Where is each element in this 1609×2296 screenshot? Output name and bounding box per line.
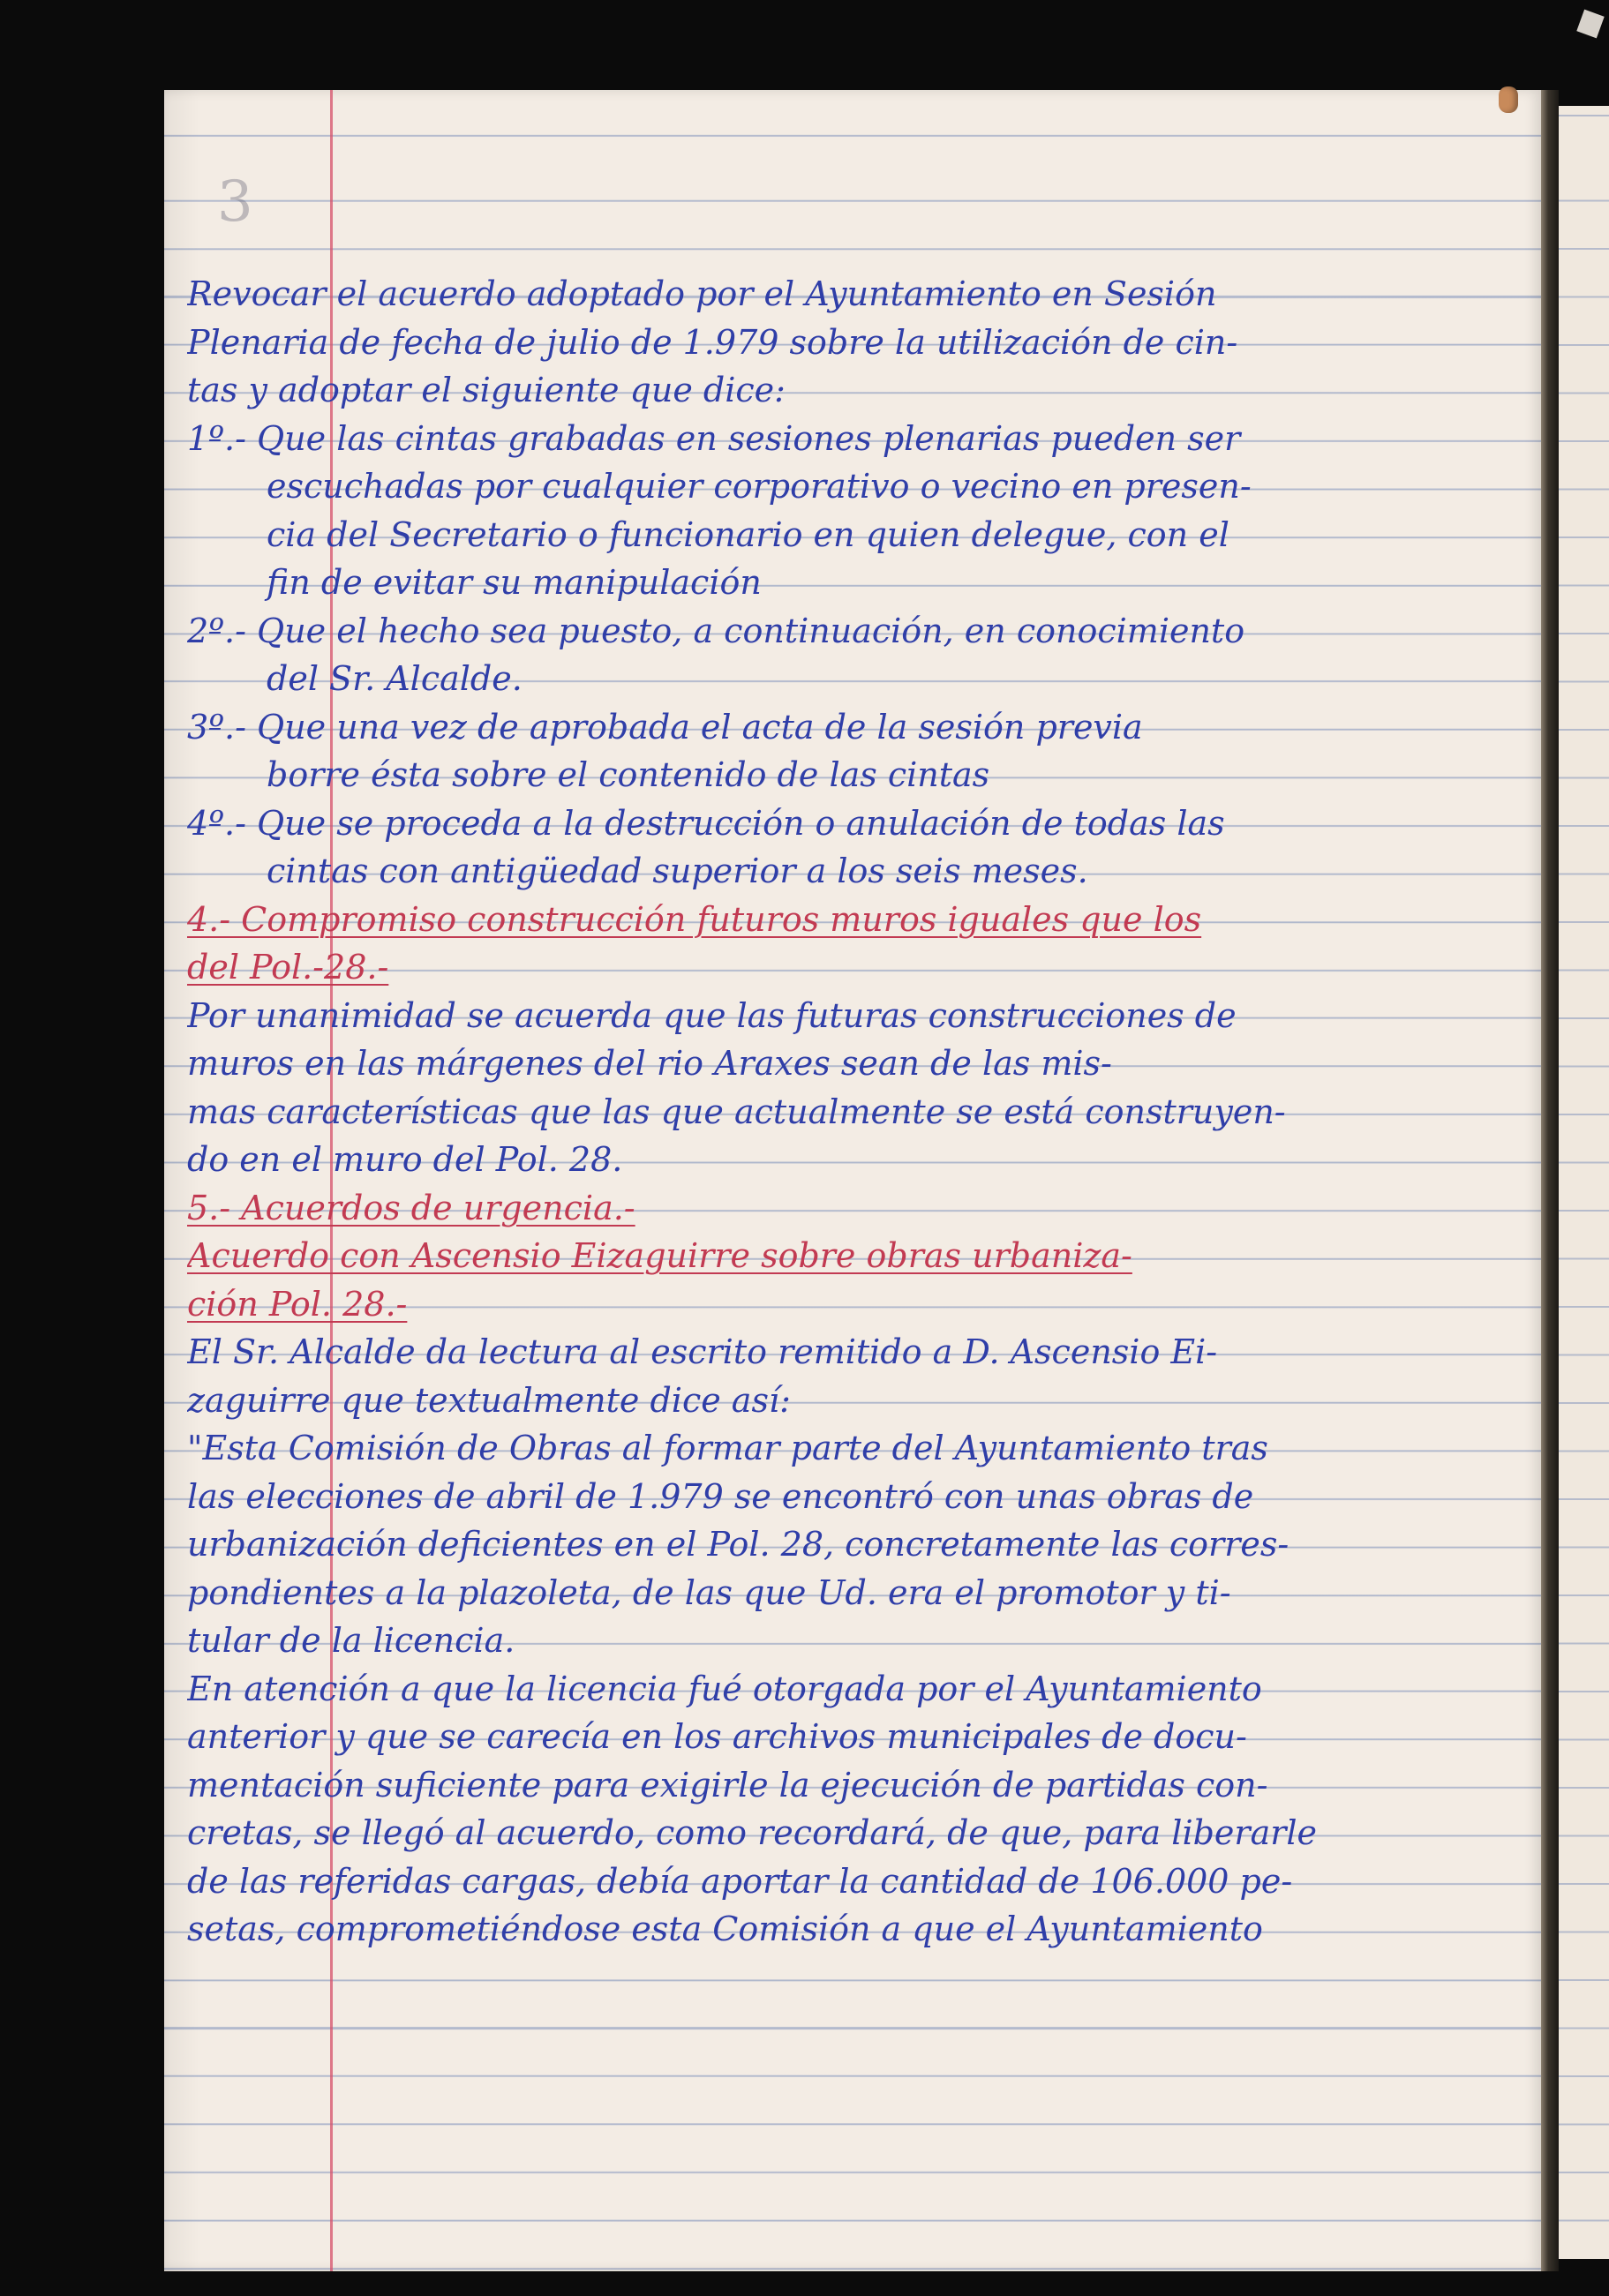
corner-scan-mark — [1576, 10, 1604, 39]
text-line: fin de evitar su manipulación — [267, 563, 762, 602]
text-line: "Esta Comisión de Obras al formar parte del Ayuntamiento tras — [187, 1429, 1268, 1467]
section-heading: Acuerdo con Ascensio Eizaguirre sobre obras urbaniza- — [187, 1236, 1132, 1275]
section-heading: ción Pol. 28.- — [187, 1284, 408, 1324]
text-line: tas y adoptar el siguiente que dice: — [187, 371, 786, 409]
text-line: escuchadas por cualquier corporativo o vecino en presen- — [267, 467, 1252, 506]
text-line: Por unanimidad se acuerda que las futuras construcciones de — [187, 995, 1237, 1035]
text-line: 1º.- Que las cintas grabadas en sesiones plenarias pueden ser — [187, 418, 1241, 458]
text-line: cia del Secretario o funcionario en quien delegue, con el — [267, 514, 1229, 554]
text-line: cintas con antigüedad superior a los seis meses. — [267, 852, 1088, 890]
text-line: tular de la licencia. — [187, 1621, 515, 1660]
text-line: mas características que las que actualmente se está construyen- — [187, 1092, 1286, 1131]
text-line: setas, comprometiéndose esta Comisión a que el Ayuntamiento — [187, 1910, 1263, 1948]
section-heading: del Pol.-28.- — [187, 948, 389, 987]
text-line: En atención a que la licencia fué otorgada por el Ayuntamiento — [187, 1669, 1262, 1708]
text-line: 2º.- Que el hecho sea puesto, a continuación, en conocimiento — [187, 611, 1245, 650]
text-line: Plenaria de fecha de julio de 1.979 sobre la utilización de cin- — [187, 322, 1238, 362]
text-line: de las referidas cargas, debía aportar la cantidad de 106.000 pe- — [187, 1861, 1293, 1901]
text-line: muros en las márgenes del rio Araxes sean de las mis- — [187, 1044, 1112, 1083]
handwritten-text — [187, 270, 1370, 1954]
text-line: do en el muro del Pol. 28. — [187, 1140, 623, 1179]
text-line: borre ésta sobre el contenido de las cintas — [267, 755, 990, 794]
text-line: Revocar el acuerdo adoptado por el Ayuntamiento en Sesión — [187, 274, 1217, 313]
page-number: 3 — [217, 169, 253, 235]
text-line: mentación suficiente para exigirle la ejecución de partidas con- — [187, 1765, 1268, 1805]
text-line: 3º.- Que una vez de aprobada el acta de la sesión previa — [187, 707, 1143, 747]
section-heading: 4.- Compromiso construcción futuros muros iguales que los — [187, 899, 1202, 939]
text-line: del Sr. Alcalde. — [267, 659, 523, 698]
text-line: 4º.- Que se proceda a la destrucción o anulación de todas las — [187, 803, 1225, 843]
text-line: urbanización deficientes en el Pol. 28, concretamente las corres- — [187, 1525, 1289, 1564]
text-line: El Sr. Alcalde da lectura al escrito remitido a D. Ascensio Ei- — [187, 1332, 1218, 1371]
text-line: las elecciones de abril de 1.979 se encontró con unas obras de — [187, 1476, 1254, 1516]
facing-page-edge — [1559, 106, 1609, 2259]
book-gutter — [1541, 90, 1559, 2271]
text-line: pondientes a la plazoleta, de las que Ud. era el promotor y ti- — [187, 1572, 1231, 1612]
text-line: anterior y que se carecía en los archivos municipales de docu- — [187, 1717, 1247, 1756]
section-heading: 5.- Acuerdos de urgencia.- — [187, 1188, 635, 1227]
text-line: zaguirre que textualmente dice así: — [187, 1380, 791, 1420]
text-line: cretas, se llegó al acuerdo, como recordará, de que, para liberarle — [187, 1813, 1318, 1852]
bookmark-ribbon — [1499, 86, 1518, 113]
